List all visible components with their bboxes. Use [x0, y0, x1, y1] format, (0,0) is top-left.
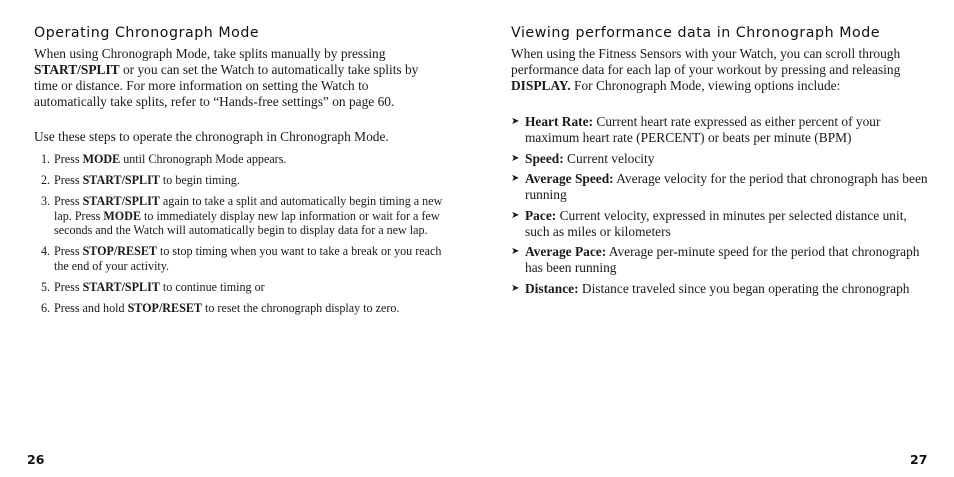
intro-text: When using Chronograph Mode, take splits manually by pressing [34, 46, 386, 61]
step-text: Press [54, 152, 83, 166]
intro-paragraph [511, 46, 931, 94]
option-desc: Current velocity [563, 150, 655, 166]
button-name: STOP/RESET [127, 300, 202, 315]
option-desc: Average velocity for the period that chronograph has been running [525, 170, 928, 203]
arrowhead-right-icon: ➤ [511, 152, 520, 164]
button-name: MODE [103, 208, 142, 223]
page-number-left: 26 [27, 452, 45, 467]
option-item [511, 114, 931, 146]
step-item [34, 194, 444, 238]
intro-text: or you can set the Watch to automatically take splits by time or distance. For more information on setting the Watch to automatically take splits, refer to “Hands-free settings” on page 60. [34, 62, 419, 109]
step-text: Press [54, 279, 83, 294]
option-desc: Average per-minute speed for the period that chronograph has been running [525, 244, 920, 276]
intro-text: For Chronograph Mode, viewing options include: [570, 78, 841, 93]
option-item [511, 208, 931, 240]
step-number: 1. [41, 152, 51, 166]
intro-text: When using the Fitness Sensors with your Watch, you can scroll through performance data for each lap of your workout by pressing and releasing [511, 46, 901, 77]
step-number: 3. [41, 193, 51, 208]
option-item [511, 244, 931, 276]
step-text: Press [54, 244, 83, 259]
section-heading: Viewing performance data in Chronograph Mode [511, 25, 881, 41]
option-term: Average Pace: [525, 244, 607, 260]
arrowhead-right-icon: ➤ [511, 282, 520, 294]
steps-list [34, 152, 444, 322]
button-name: START/SPLIT [82, 193, 160, 208]
intro-paragraph [34, 46, 438, 110]
step-text: to reset the chronograph display to zero. [201, 300, 400, 315]
step-number: 4. [41, 244, 51, 259]
arrowhead-right-icon: ➤ [511, 172, 520, 184]
page-number-right: 27 [910, 452, 928, 467]
button-name: START/SPLIT [34, 62, 120, 77]
option-term: Heart Rate: [525, 114, 594, 129]
step-text: to immediately display new lap information or wait for a few seconds and the Watch will automatically begin to display data for a new lap. [54, 208, 440, 238]
arrowhead-right-icon: ➤ [511, 116, 520, 127]
option-term: Pace: [525, 207, 557, 223]
option-desc: Current velocity, expressed in minutes per selected distance unit, such as miles or kilometers [525, 207, 907, 239]
arrowhead-right-icon: ➤ [511, 246, 520, 258]
lead-paragraph: Use these steps to operate the chronograph in Chronograph Mode. [34, 129, 389, 144]
option-item [511, 151, 931, 167]
option-item [511, 281, 931, 297]
step-item [34, 301, 444, 316]
option-term: Speed: [525, 150, 564, 166]
step-text: Press [54, 172, 83, 187]
viewing-options-list [511, 114, 931, 301]
step-text: to continue timing or [159, 279, 265, 294]
step-item [34, 173, 444, 188]
button-name: START/SPLIT [82, 279, 160, 294]
button-name: STOP/RESET [82, 244, 157, 259]
button-name: START/SPLIT [82, 172, 160, 187]
step-number: 2. [41, 172, 51, 187]
step-number: 6. [41, 300, 51, 315]
option-term: Average Speed: [525, 170, 614, 186]
option-desc: Distance traveled since you began operating the chronograph [578, 280, 910, 296]
step-item [34, 244, 444, 273]
step-number: 5. [41, 279, 51, 294]
option-term: Distance: [525, 280, 579, 296]
button-name: MODE [82, 152, 121, 166]
option-item [511, 171, 931, 203]
arrowhead-right-icon: ➤ [511, 209, 520, 221]
step-text: to stop timing when you want to take a break or you reach the end of your activity. [54, 244, 442, 273]
step-item [34, 152, 444, 167]
step-text: Press [54, 193, 83, 208]
step-text: to begin timing. [159, 172, 240, 187]
button-name: DISPLAY. [511, 78, 571, 93]
step-item [34, 280, 444, 295]
step-text: again to take a split and automatically begin timing a new lap. Press [54, 193, 443, 223]
option-desc: Current heart rate expressed as either percent of your maximum heart rate (PERCENT) or beats per minute (BPM) [525, 114, 881, 146]
step-text: Press and hold [54, 300, 128, 315]
step-text: until Chronograph Mode appears. [120, 152, 287, 166]
section-heading: Operating Chronograph Mode [34, 25, 260, 41]
